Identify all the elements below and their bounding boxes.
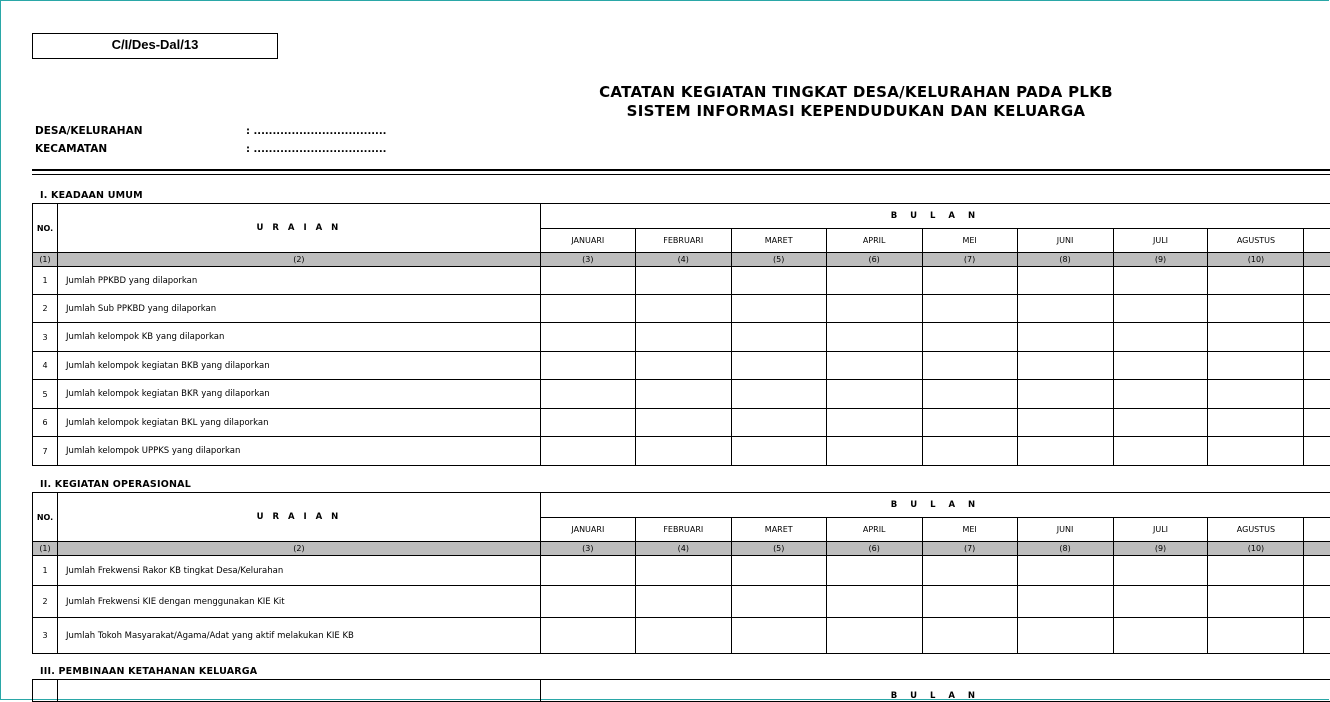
column-number: (2): [57, 253, 540, 267]
column-number: (8): [1017, 542, 1113, 556]
data-cell[interactable]: [1113, 295, 1208, 323]
column-number: (7): [922, 542, 1017, 556]
header-month: JANUARI: [540, 229, 635, 253]
data-cell[interactable]: [922, 380, 1017, 409]
header-month: MARET: [731, 229, 826, 253]
data-cell[interactable]: [1017, 618, 1113, 654]
row-label: Jumlah Tokoh Masyarakat/Agama/Adat yang aktif melakukan KIE KB: [57, 618, 540, 654]
data-cell[interactable]: [540, 409, 635, 437]
data-cell[interactable]: [922, 556, 1017, 586]
data-cell[interactable]: [1208, 618, 1304, 654]
data-cell[interactable]: [1017, 352, 1113, 380]
column-number: (3): [540, 253, 635, 267]
data-cell[interactable]: [1304, 437, 1330, 466]
data-cell[interactable]: [1208, 556, 1304, 586]
header-bulan: B U L A N: [540, 204, 1330, 229]
column-number: (1): [33, 253, 58, 267]
data-cell[interactable]: [731, 380, 826, 409]
data-cell[interactable]: [922, 586, 1017, 618]
table-row: [33, 295, 1330, 323]
data-cell[interactable]: [635, 586, 731, 618]
data-cell[interactable]: [731, 323, 826, 352]
header-month: MEI: [922, 518, 1017, 542]
data-cell[interactable]: [731, 437, 826, 466]
data-cell[interactable]: [731, 409, 826, 437]
data-cell[interactable]: [922, 295, 1017, 323]
header-uraian: U R A I A N: [57, 204, 540, 253]
table-row: [33, 352, 1330, 380]
data-cell[interactable]: [1113, 618, 1208, 654]
header-bulan: B U L A N: [540, 493, 1330, 518]
row-number: 3: [33, 323, 58, 352]
data-cell[interactable]: [635, 437, 731, 466]
data-cell[interactable]: [1304, 323, 1330, 352]
row-label: Jumlah Frekwensi Rakor KB tingkat Desa/Kelurahan: [57, 556, 540, 586]
row-number: 4: [33, 352, 58, 380]
row-label: Jumlah kelompok kegiatan BKL yang dilaporkan: [57, 409, 540, 437]
column-number: (9): [1113, 542, 1208, 556]
header-divider: [32, 169, 1330, 171]
header-month: AGUSTUS: [1208, 518, 1304, 542]
column-number-row: [33, 542, 1330, 556]
header-month: MARET: [731, 518, 826, 542]
data-cell[interactable]: [635, 409, 731, 437]
table-row: [33, 586, 1330, 618]
data-cell[interactable]: [731, 295, 826, 323]
table-pembinaan-ketahanan-keluarga: [32, 679, 1330, 702]
row-number: 6: [33, 409, 58, 437]
data-cell[interactable]: [1304, 556, 1330, 586]
row-number: 2: [33, 295, 58, 323]
data-cell[interactable]: [1017, 409, 1113, 437]
data-cell[interactable]: [540, 380, 635, 409]
header-uraian: U R A I A N: [57, 493, 540, 542]
data-cell[interactable]: [540, 267, 635, 295]
header-month: JUNI: [1017, 518, 1113, 542]
table-row: [33, 267, 1330, 295]
data-cell[interactable]: [1113, 586, 1208, 618]
data-cell[interactable]: [1017, 323, 1113, 352]
data-cell[interactable]: [731, 556, 826, 586]
data-cell[interactable]: [826, 323, 922, 352]
data-cell[interactable]: [1208, 409, 1304, 437]
row-number: 5: [33, 380, 58, 409]
data-cell[interactable]: [1304, 295, 1330, 323]
header-month: FEBRUARI: [635, 229, 731, 253]
data-cell[interactable]: [826, 352, 922, 380]
data-cell[interactable]: [1113, 437, 1208, 466]
column-number: (10): [1208, 253, 1304, 267]
data-cell[interactable]: [731, 586, 826, 618]
data-cell[interactable]: [731, 618, 826, 654]
row-number: 7: [33, 437, 58, 466]
column-number: (10): [1208, 542, 1304, 556]
table-row: [33, 380, 1330, 409]
table-row: [33, 409, 1330, 437]
row-number: 3: [33, 618, 58, 654]
data-cell[interactable]: [635, 323, 731, 352]
data-cell[interactable]: [826, 556, 922, 586]
data-cell[interactable]: [635, 618, 731, 654]
header-month: APRIL: [826, 518, 922, 542]
data-cell[interactable]: [1208, 586, 1304, 618]
data-cell[interactable]: [1304, 618, 1330, 654]
data-cell[interactable]: [1304, 409, 1330, 437]
data-cell[interactable]: [1017, 556, 1113, 586]
data-cell[interactable]: [635, 380, 731, 409]
row-number: 2: [33, 586, 58, 618]
row-label: Jumlah kelompok KB yang dilaporkan: [57, 323, 540, 352]
data-cell[interactable]: [922, 437, 1017, 466]
data-cell[interactable]: [540, 323, 635, 352]
data-cell[interactable]: [1208, 437, 1304, 466]
row-label: Jumlah PPKBD yang dilaporkan: [57, 267, 540, 295]
data-cell[interactable]: [1017, 295, 1113, 323]
header-no: NO.: [33, 204, 58, 253]
data-cell[interactable]: [1017, 380, 1113, 409]
data-cell[interactable]: [540, 352, 635, 380]
data-cell[interactable]: [540, 586, 635, 618]
data-cell[interactable]: [635, 352, 731, 380]
desa-kelurahan-value: : ...................................: [246, 126, 386, 137]
header-uraian: [57, 680, 540, 702]
row-label: Jumlah kelompok UPPKS yang dilaporkan: [57, 437, 540, 466]
column-number: (5): [731, 542, 826, 556]
data-cell[interactable]: [1017, 586, 1113, 618]
desa-kelurahan-label: DESA/KELURAHAN: [35, 125, 142, 137]
data-cell[interactable]: [635, 556, 731, 586]
data-cell[interactable]: [922, 323, 1017, 352]
data-cell[interactable]: [1113, 556, 1208, 586]
document-title: CATATAN KEGIATAN TINGKAT DESA/KELURAHAN PADA PLKB: [490, 83, 1222, 101]
data-cell[interactable]: [540, 295, 635, 323]
header-divider-thin: [32, 174, 1330, 175]
header-month: JANUARI: [540, 518, 635, 542]
table-kegiatan-operasional: [32, 492, 1330, 654]
header-month: JULI: [1113, 229, 1208, 253]
column-number: (4): [635, 253, 731, 267]
header-no: NO.: [33, 493, 58, 542]
header-bulan: B U L A N: [540, 680, 1330, 702]
data-cell[interactable]: [1208, 323, 1304, 352]
column-number: (4): [635, 542, 731, 556]
data-cell[interactable]: [826, 380, 922, 409]
kecamatan-label: KECAMATAN: [35, 143, 107, 155]
column-number: (3): [540, 542, 635, 556]
data-cell[interactable]: [826, 437, 922, 466]
data-cell[interactable]: [1113, 380, 1208, 409]
header-month: AGUSTUS: [1208, 229, 1304, 253]
header-month-extra: [1304, 229, 1330, 253]
document-subtitle: SISTEM INFORMASI KEPENDUDUKAN DAN KELUARGA: [490, 102, 1222, 120]
data-cell[interactable]: [1304, 380, 1330, 409]
data-cell[interactable]: [826, 618, 922, 654]
header-month-extra: [1304, 518, 1330, 542]
header-month: FEBRUARI: [635, 518, 731, 542]
data-cell[interactable]: [922, 618, 1017, 654]
data-cell[interactable]: [1208, 267, 1304, 295]
data-cell[interactable]: [826, 295, 922, 323]
table-keadaan-umum: [32, 203, 1330, 466]
data-cell[interactable]: [1208, 352, 1304, 380]
table-row: [33, 556, 1330, 586]
data-cell[interactable]: [826, 586, 922, 618]
section-title-kegiatan-operasional: II. KEGIATAN OPERASIONAL: [40, 479, 191, 490]
column-number: (6): [826, 542, 922, 556]
header-month: JULI: [1113, 518, 1208, 542]
column-number: (6): [826, 253, 922, 267]
column-number: (5): [731, 253, 826, 267]
data-cell[interactable]: [635, 295, 731, 323]
row-label: Jumlah Frekwensi KIE dengan menggunakan KIE Kit: [57, 586, 540, 618]
header-month: MEI: [922, 229, 1017, 253]
column-number: (2): [57, 542, 540, 556]
column-number: (9): [1113, 253, 1208, 267]
data-cell[interactable]: [1113, 352, 1208, 380]
data-cell[interactable]: [1304, 586, 1330, 618]
section-title-pembinaan-ketahanan-keluarga: III. PEMBINAAN KETAHANAN KELUARGA: [40, 666, 257, 677]
data-cell[interactable]: [1304, 267, 1330, 295]
data-cell[interactable]: [635, 267, 731, 295]
header-no: [33, 680, 58, 702]
data-cell[interactable]: [826, 409, 922, 437]
data-cell[interactable]: [540, 437, 635, 466]
table-row: [33, 437, 1330, 466]
data-cell[interactable]: [540, 618, 635, 654]
data-cell[interactable]: [731, 352, 826, 380]
column-number-extra: [1304, 253, 1330, 267]
data-cell[interactable]: [1208, 295, 1304, 323]
data-cell[interactable]: [1304, 352, 1330, 380]
data-cell[interactable]: [1017, 267, 1113, 295]
column-number: (7): [922, 253, 1017, 267]
data-cell[interactable]: [922, 409, 1017, 437]
header-month: JUNI: [1017, 229, 1113, 253]
data-cell[interactable]: [1113, 323, 1208, 352]
row-label: Jumlah kelompok kegiatan BKR yang dilaporkan: [57, 380, 540, 409]
data-cell[interactable]: [826, 267, 922, 295]
row-label: Jumlah Sub PPKBD yang dilaporkan: [57, 295, 540, 323]
column-number-extra: [1304, 542, 1330, 556]
column-number: (8): [1017, 253, 1113, 267]
row-number: 1: [33, 556, 58, 586]
kecamatan-value: : ...................................: [246, 144, 386, 155]
data-cell[interactable]: [922, 352, 1017, 380]
header-month: APRIL: [826, 229, 922, 253]
data-cell[interactable]: [1208, 380, 1304, 409]
data-cell[interactable]: [922, 267, 1017, 295]
table-row: [33, 323, 1330, 352]
form-code-box: C/I/Des-Dal/13: [32, 33, 278, 59]
data-cell[interactable]: [731, 267, 826, 295]
row-label: Jumlah kelompok kegiatan BKB yang dilaporkan: [57, 352, 540, 380]
data-cell[interactable]: [1113, 409, 1208, 437]
row-number: 1: [33, 267, 58, 295]
column-number: (1): [33, 542, 58, 556]
table-row: [33, 618, 1330, 654]
data-cell[interactable]: [1017, 437, 1113, 466]
data-cell[interactable]: [1113, 267, 1208, 295]
data-cell[interactable]: [540, 556, 635, 586]
section-title-keadaan-umum: I. KEADAAN UMUM: [40, 190, 143, 201]
column-number-row: [33, 253, 1330, 267]
